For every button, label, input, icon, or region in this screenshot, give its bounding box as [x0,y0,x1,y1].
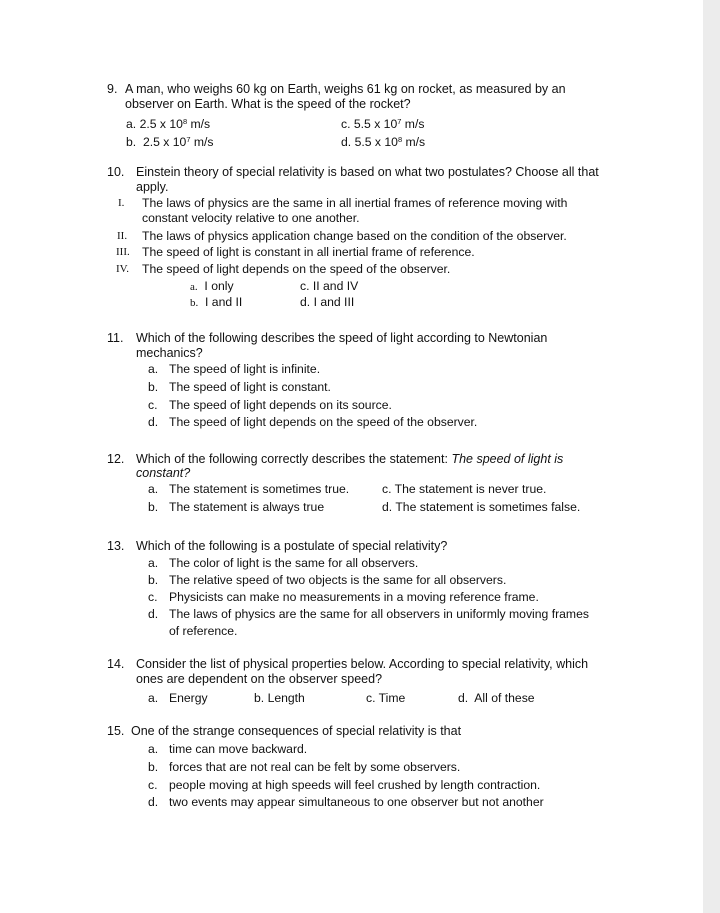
question-text: apply. [136,180,169,194]
statement-text: The speed of light depends on the speed of the observer. [142,262,451,276]
option-letter: a. [148,362,159,376]
option-text: people moving at high speeds will feel crushed by length contraction. [169,778,541,792]
option-text: Energy [169,691,208,705]
roman-numeral: III. [116,246,130,258]
option-text: The laws of physics are the same for all observers in uniformly moving frames [169,607,589,621]
option-letter: a. [148,691,159,705]
option-letter: b. [148,760,159,774]
roman-numeral: I. [118,197,125,209]
option-letter: b. [148,380,159,394]
question-number: 13. [107,539,125,553]
statement-text: The laws of physics application change based on the condition of the observer. [142,229,567,243]
question-number: 9. [107,82,118,96]
option-letter: a. [148,556,159,570]
question-text: Consider the list of physical properties below. According to special relativity, which [136,657,589,671]
question-number: 15. [107,724,125,738]
question-text: observer on Earth. What is the speed of the rocket? [125,97,411,111]
answer-option: c. 5.5 x $10^7$ m/s [341,117,425,131]
option-letter: d. [148,607,159,621]
option-text: The speed of light is infinite. [169,362,321,376]
option-letter: c. [148,778,158,792]
option-text: The color of light is the same for all observers. [169,556,419,570]
answer-option: a. I only [190,279,234,293]
statement-text: constant velocity relative to one another. [142,211,360,225]
question-text: Einstein theory of special relativity is based on what two postulates? Choose all that [136,165,599,179]
option-letter: c. [148,398,158,412]
answer-option: c. Time [366,691,406,705]
answer-option: b. Length [254,691,305,705]
option-text: The speed of light depends on its source. [169,398,392,412]
question-text: mechanics? [136,346,203,360]
option-text: two events may appear simultaneous to one observer but not another [169,795,544,809]
option-text: The speed of light is constant. [169,380,331,394]
question-text: Which of the following describes the speed of light according to Newtonian [136,331,548,345]
option-text: The statement is sometimes true. [169,482,350,496]
answer-option: b. I and II [190,295,243,309]
question-text: ones are dependent on the observer speed? [136,672,383,686]
option-text: time can move backward. [169,742,308,756]
option-letter: b. [148,500,159,514]
answer-option: d. I and III [300,295,355,309]
answer-option: c. The statement is never true. [382,482,547,496]
statement-text: The speed of light is constant in all inertial frame of reference. [142,245,475,259]
answer-option: a. 2.5 x $10^8$ m/s [126,117,211,131]
question-number: 10. [107,165,125,179]
viewer-side-gutter [703,0,720,913]
option-letter: a. [148,742,159,756]
question-number: 14. [107,657,125,671]
answer-option: d. All of these [458,691,535,705]
option-letter: b. [148,573,159,587]
option-text: The statement is always true [169,500,325,514]
option-letter: c. [148,590,158,604]
statement-text: The laws of physics are the same in all inertial frames of reference moving with [142,196,568,210]
option-text: Physicists can make no measurements in a moving reference frame. [169,590,539,604]
question-number: 11. [107,331,124,345]
option-text: The relative speed of two objects is the same for all observers. [169,573,507,587]
option-letter: d. [148,415,159,429]
option-text: The speed of light depends on the speed of the observer. [169,415,478,429]
answer-option: d. 5.5 x $10^8$ m/s [341,135,426,149]
question-text: A man, who weighs 60 kg on Earth, weighs 61 kg on rocket, as measured by an [125,82,566,96]
question-text: constant? [136,466,191,480]
question-text: One of the strange consequences of special relativity is that [131,724,462,738]
answer-option: d. The statement is sometimes false. [382,500,581,514]
question-text: Which of the following correctly describes the statement: The speed of light is [136,452,564,466]
option-text: of reference. [169,624,238,638]
answer-option: b. 2.5 x $10^7$ m/s [126,135,214,149]
option-letter: a. [148,482,159,496]
question-text: Which of the following is a postulate of special relativity? [136,539,448,553]
answer-option: c. II and IV [300,279,359,293]
roman-numeral: II. [117,230,128,242]
roman-numeral: IV. [116,263,129,275]
option-letter: d. [148,795,159,809]
option-text: forces that are not real can be felt by some observers. [169,760,461,774]
question-number: 12. [107,452,125,466]
